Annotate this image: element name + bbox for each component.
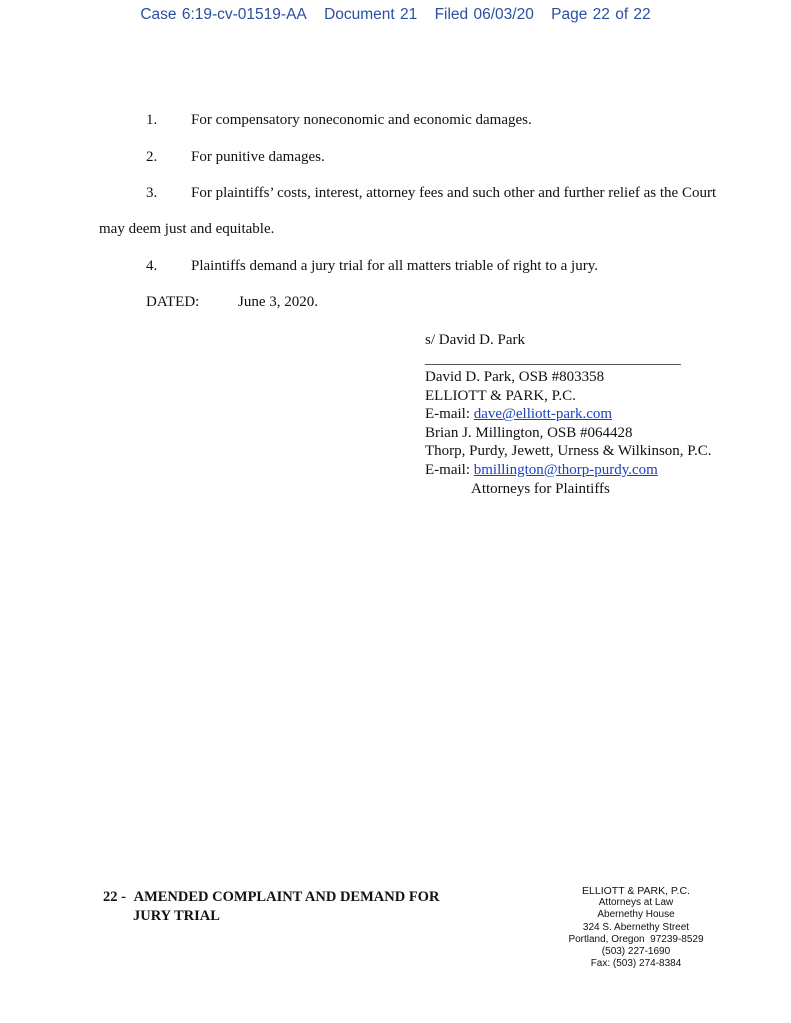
electronic-signature: s/ David D. Park [425, 332, 525, 348]
footer-firm-line-6: Fax: (503) 274-8384 [590, 958, 682, 970]
footer-title-line-1: AMENDED COMPLAINT AND DEMAND FOR [133, 889, 440, 905]
dated-label: DATED: [146, 294, 200, 310]
attorney-1-email-row [425, 405, 711, 424]
prayer-item-2-number: 2. [146, 149, 158, 165]
footer-title-line-2: JURY TRIAL [133, 908, 220, 924]
prayer-item-3-number: 3. [146, 185, 158, 201]
attorney-2-firm: Thorp, Purdy, Jewett, Urness & Wilkinson, P.C. [425, 443, 712, 460]
prayer-item-2-text: For punitive damages. [191, 149, 325, 165]
page-count: Page 22 of 22 [551, 6, 651, 23]
signature-block [425, 368, 711, 498]
court-filing-header [0, 6, 791, 24]
document-number: Document 21 [324, 6, 418, 23]
prayer-item-3-text: For plaintiffs’ costs, interest, attorney fees and such other and further relief as the Court [191, 185, 717, 201]
prayer-item-1-text: For compensatory noneconomic and economic damages. [191, 112, 532, 128]
attorney-1-firm: ELLIOTT & PARK, P.C. [425, 387, 576, 404]
attorney-2-name: Brian J. Millington, OSB #064428 [425, 424, 633, 441]
email-label: E-mail: [425, 461, 474, 478]
prayer-item-3-continuation: may deem just and equitable. [99, 221, 275, 237]
footer-firm-line-2: Abernethy House [597, 909, 675, 921]
prayer-item-4-text: Plaintiffs demand a jury trial for all matters triable of right to a jury. [191, 258, 598, 274]
filed-date: Filed 06/03/20 [434, 6, 534, 23]
footer-firm-name: ELLIOTT & PARK, P.C. [582, 885, 690, 897]
footer-firm-line-5: (503) 227-1690 [601, 946, 671, 958]
footer-firm-line-4: Portland, Oregon 97239-8529 [568, 933, 704, 945]
case-number: Case 6:19-cv-01519-AA [140, 6, 307, 23]
attorney-1-name: David D. Park, OSB #803358 [425, 369, 605, 385]
prayer-item-4-number: 4. [146, 258, 158, 274]
prayer-item-1-number: 1. [146, 112, 158, 128]
email-label: E-mail: [425, 406, 474, 423]
dated-date: June 3, 2020. [238, 294, 318, 310]
attorneys-role: Attorneys for Plaintiffs [471, 480, 610, 497]
signature-line [425, 364, 681, 365]
footer-firm-line-3: 324 S. Abernethy Street [582, 921, 690, 933]
footer-firm-block [548, 885, 724, 970]
attorney-1-email-link[interactable]: dave@elliott-park.com [473, 406, 613, 423]
footer-page-number: 22 - [103, 889, 126, 905]
footer-firm-line-1: Attorneys at Law [598, 897, 674, 909]
page-footer-title [103, 888, 439, 926]
attorney-2-email-row [425, 461, 711, 480]
attorney-2-email-link[interactable]: bmillington@thorp-purdy.com [473, 461, 658, 478]
